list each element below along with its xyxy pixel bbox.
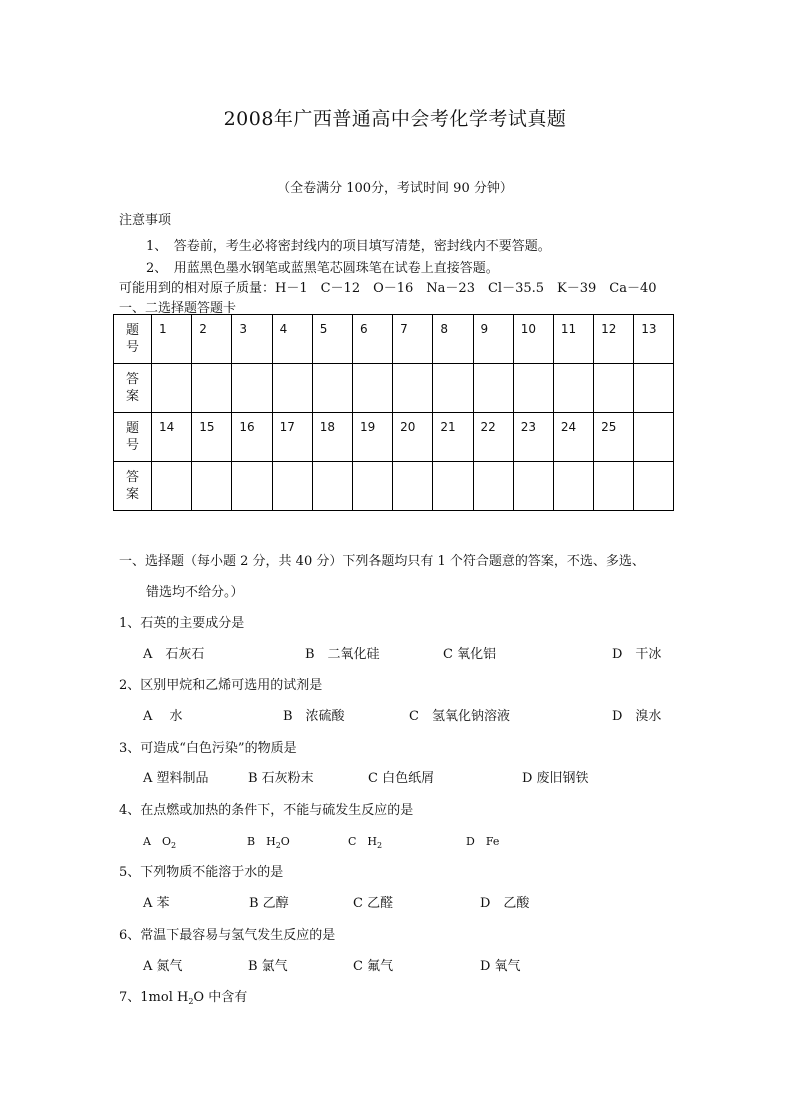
- option-c: C 氢氧化钠溶液: [409, 709, 510, 724]
- question-stem: 2、区别甲烷和乙烯可选用的试剂是: [119, 678, 323, 693]
- answer-cell[interactable]: [513, 364, 553, 413]
- option-b: B 乙醇: [249, 896, 289, 911]
- question-number-cell: 20: [393, 413, 433, 462]
- answer-cell[interactable]: [232, 364, 272, 413]
- answer-label: 答 案: [114, 462, 152, 511]
- question-number-cell: 21: [433, 413, 473, 462]
- answer-cell[interactable]: [312, 462, 352, 511]
- question-number-cell: 12: [594, 315, 634, 364]
- question-number-cell: 5: [312, 315, 352, 364]
- option-d: D 乙酸: [480, 896, 530, 911]
- question-number-cell: 3: [232, 315, 272, 364]
- question-number-cell: 18: [312, 413, 352, 462]
- answer-cell[interactable]: [312, 364, 352, 413]
- option-a: A 塑料制品: [143, 771, 209, 786]
- answer-cell[interactable]: [594, 364, 634, 413]
- question-number-cell: 4: [272, 315, 312, 364]
- answer-card-table: [113, 314, 674, 511]
- option-a: A 苯: [143, 896, 170, 911]
- answer-cell[interactable]: [473, 364, 513, 413]
- option-b: B 石灰粉末: [248, 771, 314, 786]
- question-stem: 1、石英的主要成分是: [119, 616, 245, 631]
- answer-cell[interactable]: [272, 462, 312, 511]
- answer-cell[interactable]: [192, 462, 232, 511]
- question-number-row: [114, 315, 674, 364]
- answer-cell[interactable]: [553, 462, 593, 511]
- question-number-cell: 19: [352, 413, 392, 462]
- option-d: D 氧气: [480, 959, 521, 974]
- question-number-row: [114, 413, 674, 462]
- question-number-cell: 14: [152, 413, 192, 462]
- question-number-cell: [634, 413, 674, 462]
- option-d: D 干冰: [612, 647, 662, 662]
- question-number-cell: 24: [553, 413, 593, 462]
- answer-cell[interactable]: [433, 364, 473, 413]
- question-number-cell: 15: [192, 413, 232, 462]
- answer-cell[interactable]: [272, 364, 312, 413]
- question-number-cell: 1: [152, 315, 192, 364]
- answer-cell[interactable]: [594, 462, 634, 511]
- answer-cell[interactable]: [634, 462, 674, 511]
- option-a: A 水: [143, 709, 183, 724]
- question-label: 题 号: [114, 413, 152, 462]
- section-instructions: 一、选择题（每小题 2 分，共 40 分）下列各题均只有 1 个符合题意的答案，不选、多选、: [119, 554, 645, 569]
- question-number-cell: 8: [433, 315, 473, 364]
- answer-cell[interactable]: [352, 462, 392, 511]
- question-number-cell: 10: [513, 315, 553, 364]
- answer-cell[interactable]: [513, 462, 553, 511]
- question-number-cell: 9: [473, 315, 513, 364]
- option-d: D 溴水: [612, 709, 662, 724]
- question-stem: 7、1mol $H_2O$ 中含有: [119, 990, 248, 1006]
- question-number-cell: 6: [352, 315, 392, 364]
- answer-cell[interactable]: [152, 462, 192, 511]
- question-number-cell: 25: [594, 413, 634, 462]
- answer-cell[interactable]: [393, 364, 433, 413]
- option-b: B $H_2O$: [247, 835, 290, 850]
- option-c: C 氟气: [353, 959, 394, 974]
- atomic-masses: 可能用到的相对原子质量：H－1 C－12 O－16 Na－23 Cl－35.5 K－39 Ca－40: [119, 281, 657, 296]
- option-b: B 氯气: [248, 959, 288, 974]
- question-number-cell: 17: [272, 413, 312, 462]
- question-number-cell: 16: [232, 413, 272, 462]
- option-a: A 氮气: [143, 959, 183, 974]
- option-c: C $H_2$: [348, 835, 383, 850]
- note-item: 2、 用蓝黑色墨水钢笔或蓝黑笔芯圆珠笔在试卷上直接答题。: [146, 261, 499, 276]
- option-c: C 氧化铝: [443, 647, 497, 662]
- answer-cell[interactable]: [152, 364, 192, 413]
- note-item: 1、 答卷前，考生必将密封线内的项目填写清楚，密封线内不要答题。: [146, 239, 551, 254]
- notes-heading: 注意事项: [119, 213, 172, 228]
- answer-cell[interactable]: [232, 462, 272, 511]
- question-stem: 5、下列物质不能溶于水的是: [119, 865, 284, 880]
- option-d: D Fe: [466, 835, 500, 848]
- option-a: A 石灰石: [143, 647, 205, 662]
- question-label: 题 号: [114, 315, 152, 364]
- answer-cell[interactable]: [634, 364, 674, 413]
- question-number-cell: 11: [553, 315, 593, 364]
- answer-card-title: 一、二选择题答题卡: [119, 301, 237, 316]
- answer-row: [114, 462, 674, 511]
- option-a: A $O_2$: [143, 835, 177, 850]
- option-b: B 二氧化硅: [305, 647, 380, 662]
- answer-label: 答 案: [114, 364, 152, 413]
- question-number-cell: 23: [513, 413, 553, 462]
- answer-cell[interactable]: [192, 364, 232, 413]
- answer-cell[interactable]: [393, 462, 433, 511]
- exam-info: （全卷满分 100分，考试时间 90 分钟）: [277, 181, 513, 196]
- question-number-cell: 7: [393, 315, 433, 364]
- answer-cell[interactable]: [352, 364, 392, 413]
- option-c: C 乙醛: [353, 896, 394, 911]
- question-number-cell: 2: [192, 315, 232, 364]
- answer-cell[interactable]: [473, 462, 513, 511]
- question-number-cell: 22: [473, 413, 513, 462]
- option-d: D 废旧钢铁: [522, 771, 589, 786]
- answer-row: [114, 364, 674, 413]
- question-stem: 3、可造成“白色污染”的物质是: [119, 741, 297, 756]
- question-stem: 6、常温下最容易与氢气发生反应的是: [119, 928, 336, 943]
- question-number-cell: 13: [634, 315, 674, 364]
- option-c: C 白色纸屑: [368, 771, 435, 786]
- answer-cell[interactable]: [433, 462, 473, 511]
- option-b: B 浓硫酸: [283, 709, 345, 724]
- question-stem: 4、在点燃或加热的条件下，不能与硫发生反应的是: [119, 803, 414, 818]
- section-instructions-cont: 错选均不给分。）: [146, 585, 244, 600]
- answer-cell[interactable]: [553, 364, 593, 413]
- page-title: 2008年广西普通高中会考化学考试真题: [223, 108, 567, 130]
